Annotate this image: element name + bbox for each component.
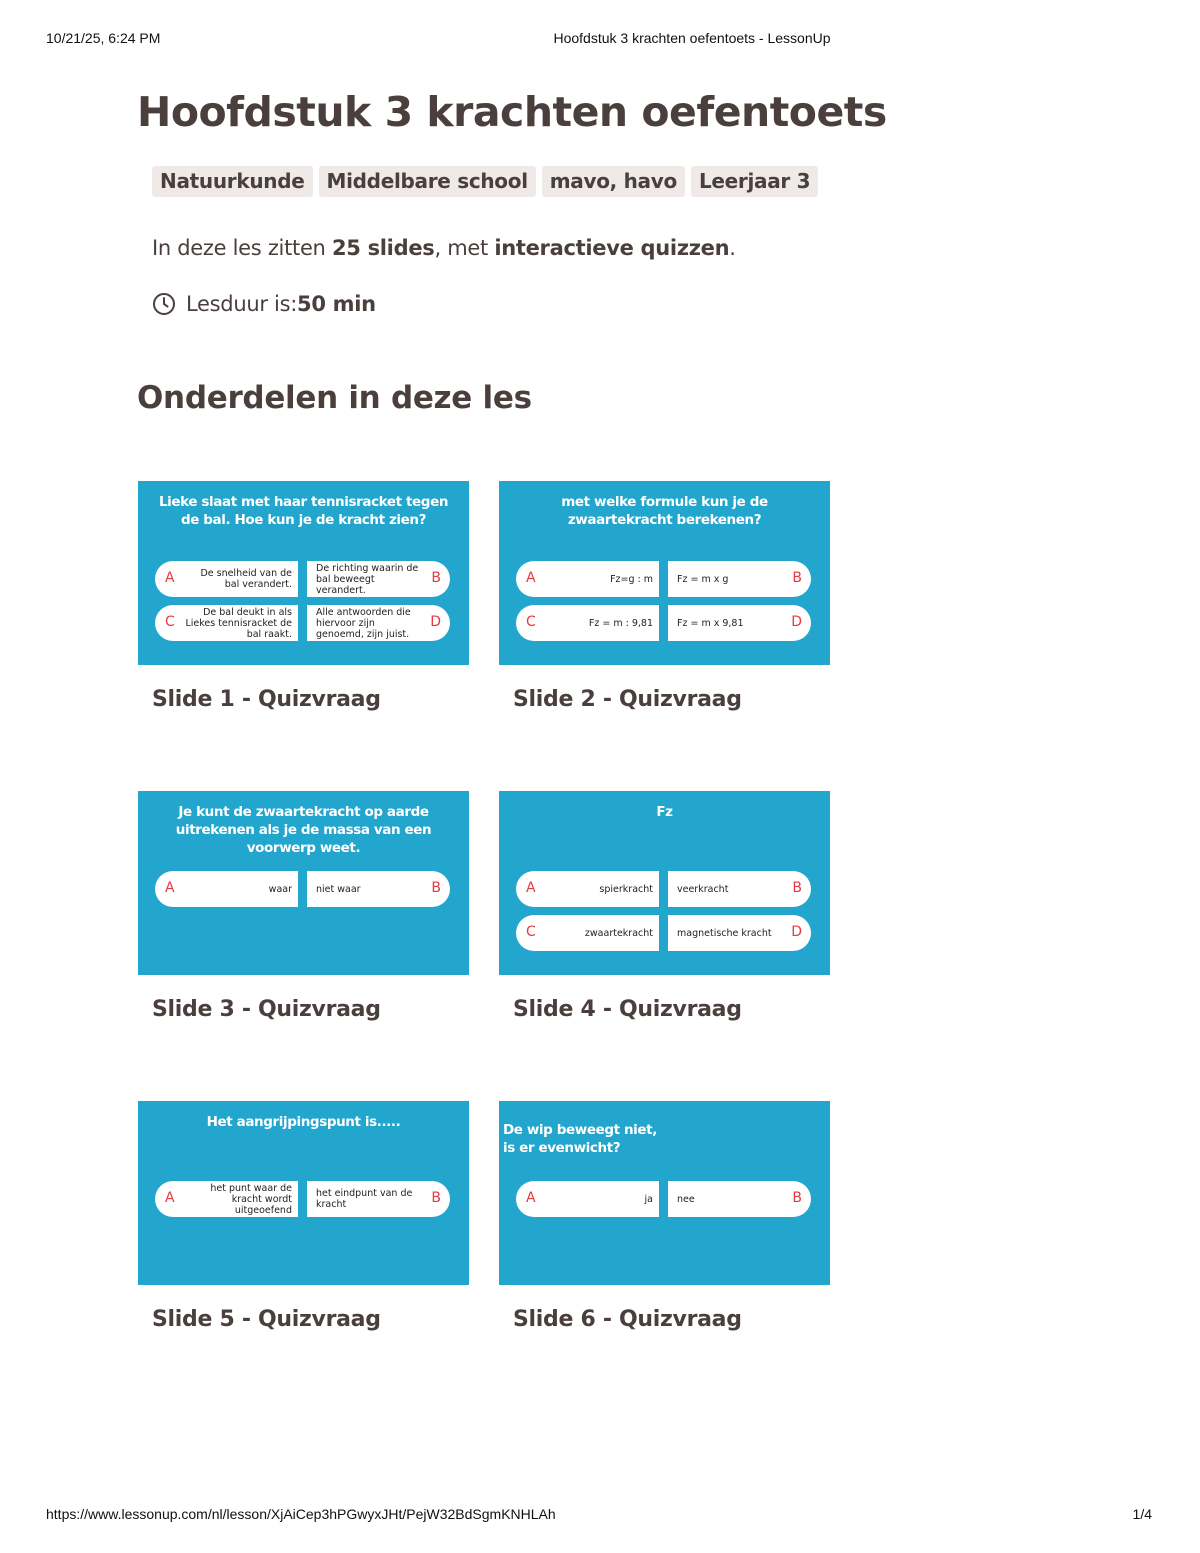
answer-text: waar xyxy=(268,883,292,895)
answer-letter: C xyxy=(526,614,536,630)
tag-list xyxy=(152,166,818,197)
answer-letter: C xyxy=(165,614,175,630)
answer-text: Fz = m x g xyxy=(677,573,729,585)
answer-text: zwaartekracht xyxy=(584,927,653,939)
answer-letter: A xyxy=(526,880,536,896)
answer-text: Alle antwoorden die hiervoor zijn genoemd, zijn juist. xyxy=(316,606,411,640)
slide-thumbnail[interactable] xyxy=(499,791,830,975)
answer-text: niet waar xyxy=(316,883,361,895)
answer-option-b xyxy=(668,561,811,597)
section-title: Onderdelen in deze les xyxy=(137,380,532,416)
tag-subject[interactable]: Natuurkunde xyxy=(152,166,313,197)
answer-option-a xyxy=(155,1181,298,1217)
answer-text: veerkracht xyxy=(677,883,729,895)
intro-suffix: . xyxy=(729,236,736,260)
slide-question: De wip beweegt niet, is er evenwicht? xyxy=(503,1122,657,1156)
answer-letter: D xyxy=(430,614,441,630)
answer-letter: A xyxy=(165,880,175,896)
answer-option-a xyxy=(155,561,298,597)
answer-option-d xyxy=(307,605,450,641)
answer-text: magnetische kracht xyxy=(677,927,772,939)
answer-option-a xyxy=(155,871,298,907)
slide-question: Fz xyxy=(656,804,673,820)
tag-level[interactable]: mavo, havo xyxy=(542,166,685,197)
answer-text: het punt waar de kracht wordt uitgeoefend xyxy=(210,1182,292,1216)
answer-option-b xyxy=(668,1181,811,1217)
answer-text: spierkracht xyxy=(599,883,653,895)
answer-text: De bal deukt in als Liekes tennisracket de bal raakt. xyxy=(185,606,292,640)
slide-label[interactable]: Slide 4 - Quizvraag xyxy=(513,997,742,1022)
answer-letter: A xyxy=(165,570,175,586)
answer-letter: B xyxy=(431,880,441,896)
slide-label[interactable]: Slide 6 - Quizvraag xyxy=(513,1307,742,1332)
intro-middle: , met xyxy=(434,236,495,260)
duration-value: 50 min xyxy=(297,292,376,316)
answer-option-a xyxy=(516,871,659,907)
answer-text: Fz=g : m xyxy=(610,573,653,585)
answer-letter: B xyxy=(792,880,802,896)
answer-letter: B xyxy=(792,1190,802,1206)
print-page-number: 1/4 xyxy=(1132,1506,1152,1522)
answer-text: De snelheid van de bal verandert. xyxy=(200,568,292,590)
slide-question: met welke formule kun je de zwaartekracht berekenen? xyxy=(561,494,768,528)
answer-letter: B xyxy=(792,570,802,586)
clock-icon xyxy=(152,292,176,316)
answer-text: nee xyxy=(677,1193,695,1205)
slide-label[interactable]: Slide 2 - Quizvraag xyxy=(513,687,742,712)
slide-card-1[interactable] xyxy=(138,481,469,712)
slide-thumbnail[interactable] xyxy=(499,481,830,665)
answer-letter: D xyxy=(791,614,802,630)
tag-school-type[interactable]: Middelbare school xyxy=(319,166,536,197)
slide-label[interactable]: Slide 1 - Quizvraag xyxy=(152,687,381,712)
answer-letter: C xyxy=(526,924,536,940)
print-footer xyxy=(0,1506,1200,1526)
answer-option-b xyxy=(307,1181,450,1217)
answer-option-d xyxy=(668,915,811,951)
answer-option-b xyxy=(668,871,811,907)
answer-text: Fz = m x 9,81 xyxy=(677,617,744,629)
answer-option-b xyxy=(307,561,450,597)
print-url: https://www.lessonup.com/nl/lesson/XjAiCep3hPGwyxJHt/PejW32BdSgmKNHLAh xyxy=(46,1506,556,1522)
print-datetime: 10/21/25, 6:24 PM xyxy=(46,30,161,46)
print-header xyxy=(0,30,1200,50)
lesson-intro xyxy=(152,236,736,260)
slide-thumbnail[interactable] xyxy=(138,791,469,975)
slide-card-6[interactable] xyxy=(499,1101,830,1332)
slide-card-4[interactable] xyxy=(499,791,830,1022)
intro-prefix: In deze les zitten xyxy=(152,236,332,260)
tag-year[interactable]: Leerjaar 3 xyxy=(691,166,818,197)
answer-option-a xyxy=(516,1181,659,1217)
duration-label: Lesduur is: xyxy=(186,292,298,316)
slide-thumbnail[interactable] xyxy=(138,1101,469,1285)
slide-thumbnail[interactable] xyxy=(138,481,469,665)
slide-question: Je kunt de zwaartekracht op aarde uitrekenen als je de massa van een voorwerp weet. xyxy=(175,804,432,856)
answer-option-d xyxy=(668,605,811,641)
answer-option-c xyxy=(516,605,659,641)
answer-letter: A xyxy=(526,1190,536,1206)
answer-letter: A xyxy=(526,570,536,586)
slide-label[interactable]: Slide 3 - Quizvraag xyxy=(152,997,381,1022)
slide-question: Het aangrijpingspunt is..... xyxy=(206,1114,401,1130)
slide-label[interactable]: Slide 5 - Quizvraag xyxy=(152,1307,381,1332)
page-title: Hoofdstuk 3 krachten oefentoets xyxy=(137,88,887,136)
answer-text: Fz = m : 9,81 xyxy=(588,617,653,629)
lesson-duration xyxy=(152,292,376,316)
answer-text: De richting waarin de bal beweegt verandert. xyxy=(316,562,419,596)
print-page-title: Hoofdstuk 3 krachten oefentoets - LessonUp xyxy=(553,30,831,46)
slide-card-5[interactable] xyxy=(138,1101,469,1332)
answer-option-a xyxy=(516,561,659,597)
slides-count: 25 slides xyxy=(331,236,435,260)
answer-option-c xyxy=(155,605,298,641)
answer-option-b xyxy=(307,871,450,907)
slide-card-3[interactable] xyxy=(138,791,469,1022)
answer-letter: D xyxy=(791,924,802,940)
answer-text: ja xyxy=(644,1193,653,1205)
answer-option-c xyxy=(516,915,659,951)
answer-letter: B xyxy=(431,1190,441,1206)
answer-text: het eindpunt van de kracht xyxy=(316,1188,413,1210)
slide-card-2[interactable] xyxy=(499,481,830,712)
answer-letter: B xyxy=(431,570,441,586)
answer-letter: A xyxy=(165,1190,175,1206)
slide-thumbnail[interactable] xyxy=(499,1101,830,1285)
interactive-label: interactieve quizzen xyxy=(494,236,730,260)
slide-question: Lieke slaat met haar tennisracket tegen de bal. Hoe kun je de kracht zien? xyxy=(158,494,449,528)
